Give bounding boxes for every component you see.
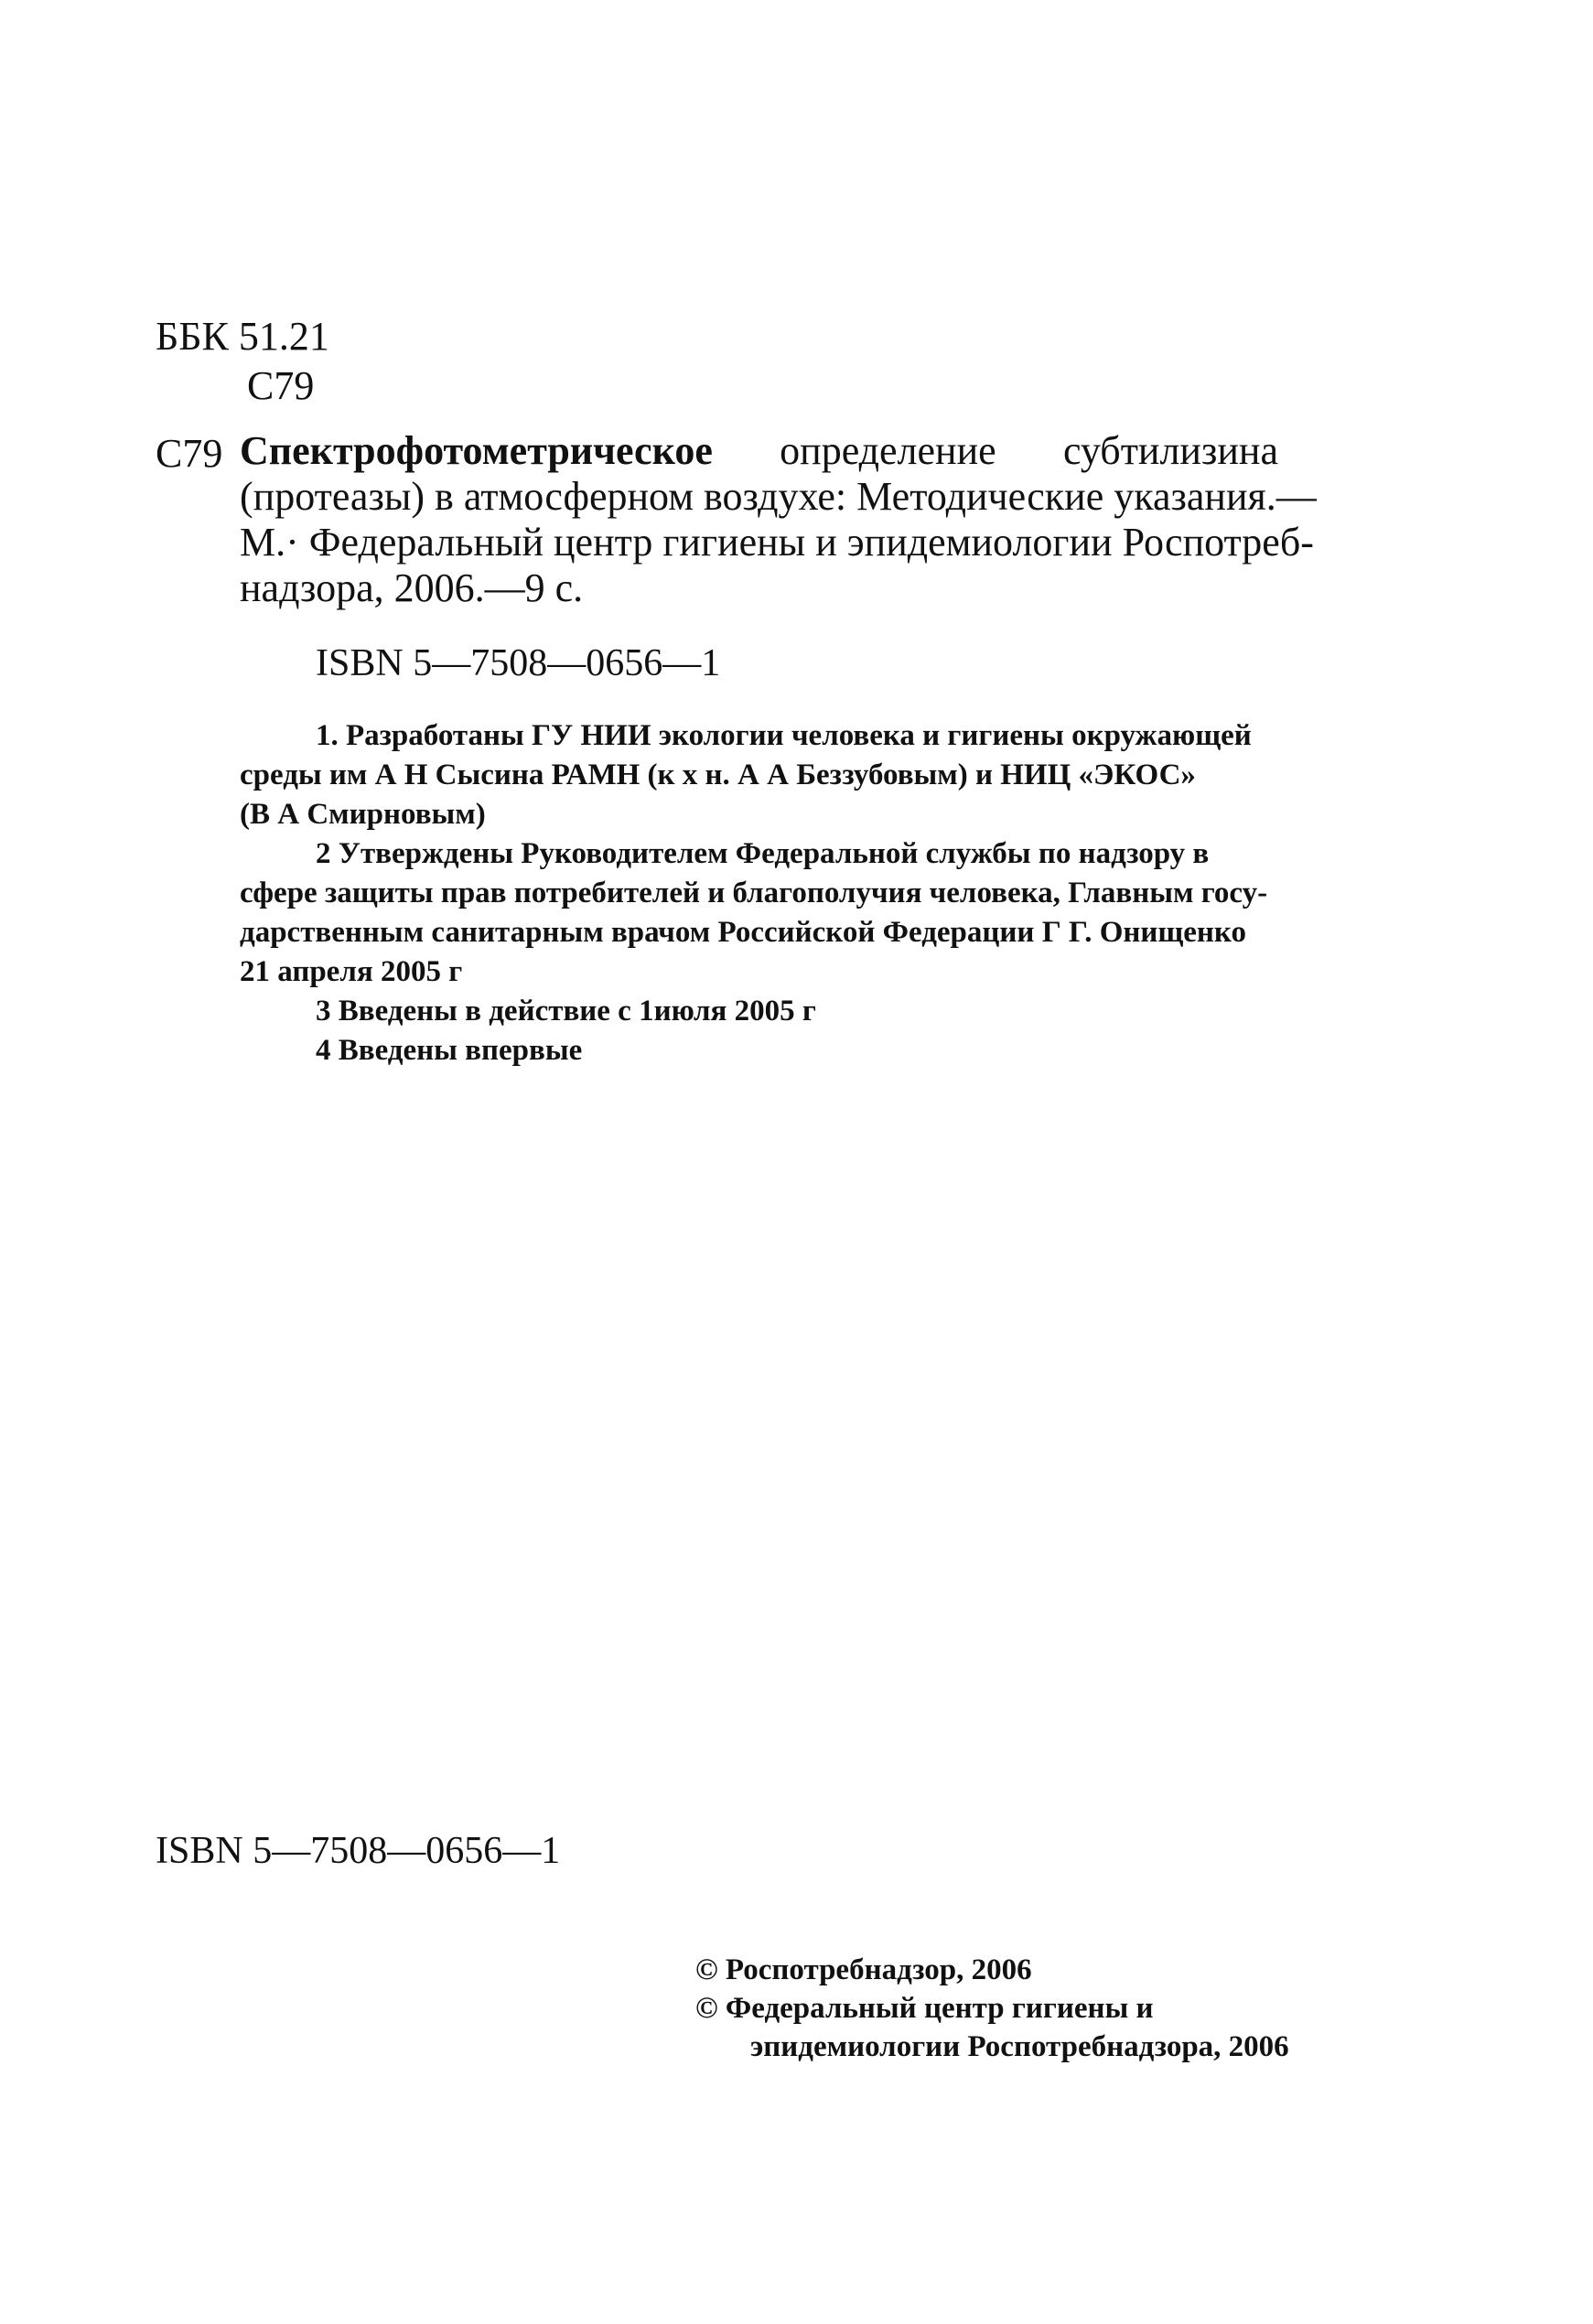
note-1-line-2: среды им А Н Сысина РАМН (к х н. А А Беззубовым) и НИЦ «ЭКОС»: [240, 759, 1196, 791]
copyright-2-line-1: © Федеральный центр гигиены и: [695, 1992, 1154, 2025]
entry-title-word-2: определение: [780, 428, 996, 473]
isbn-footer: ISBN 5—7508—0656—1: [156, 1830, 561, 1872]
note-2-line-3: дарственным санитарным врачом Российской Федерации Г Г. Онищенко: [240, 916, 1247, 949]
copyright-block: [695, 1951, 1289, 2066]
note-3: 3 Введены в действие с 1июля 2005 г: [316, 995, 816, 1028]
bbk-code: ББК 51.21: [156, 314, 329, 359]
note-1-line-1: 1. Разработаны ГУ НИИ экологии человека и гигиены окружающей: [316, 719, 1252, 752]
entry-title-word-3: субтилизина: [1062, 428, 1278, 473]
note-4: 4 Введены впервые: [316, 1034, 583, 1067]
entry-line-2: (протеазы) в атмосферном воздухе: Методические указания.—: [240, 474, 1317, 519]
copyright-2-line-2: эпидемиологии Роспотребнадзора, 2006: [750, 2030, 1289, 2063]
entry-line-4: надзора, 2006.—9 с.: [240, 565, 584, 610]
entry-title: Спектрофотометрическое: [240, 428, 713, 473]
bibliographic-entry: [240, 428, 1317, 611]
entry-line-3: М.· Федеральный центр гигиены и эпидемиологии Роспотреб-: [240, 520, 1314, 565]
copyright-1: © Роспотребнадзор, 2006: [695, 1953, 1032, 1986]
author-index: С79: [247, 363, 315, 408]
note-1-line-3: (В А Смирновым): [240, 798, 486, 831]
note-2-line-1: 2 Утверждены Руководителем Федеральной службы по надзору в: [316, 837, 1210, 870]
note-2-line-2: сфере защиты прав потребителей и благополучия человека, Главным госу-: [240, 877, 1268, 909]
publication-notes: [240, 716, 1297, 1071]
note-2-line-4: 21 апреля 2005 г: [240, 955, 463, 988]
entry-line-1: [240, 428, 1278, 474]
isbn-entry: ISBN 5—7508—0656—1: [316, 642, 721, 684]
entry-author-index: С79: [156, 431, 223, 476]
